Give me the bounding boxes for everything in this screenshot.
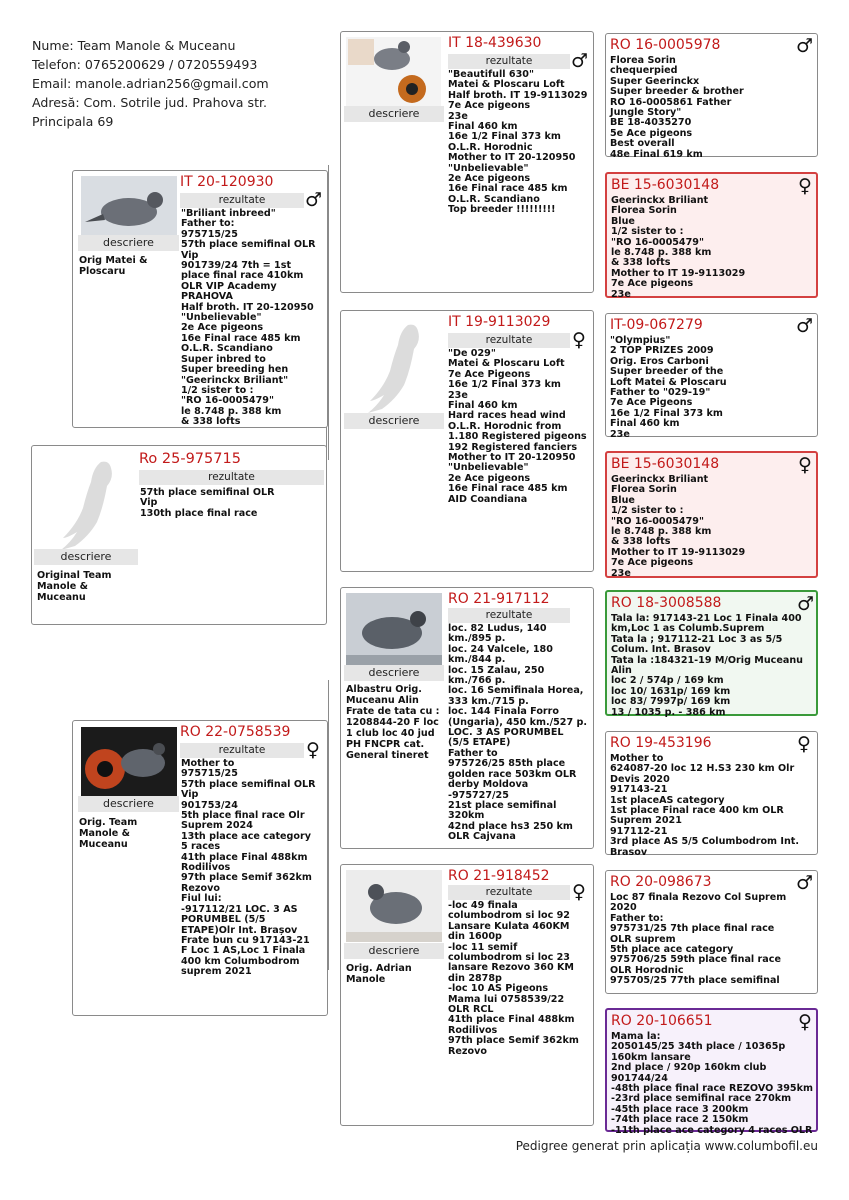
male-icon: ♂: [796, 872, 814, 894]
sire-describe-button[interactable]: descriere: [78, 235, 179, 251]
sire-dam-info: "De 029" Matei & Ploscaru Loft 7e Ace Pigeons 16e 1/2 Final 373 km 23e Final 460 km Hard races head wind O.L.R. Horodnic from 1.180 Registered pigeons 192 Registered fanciers Mother to IT 20-120950 "Unbelievable" 2e Ace pigeons 16e Final race 485 km AID Coandiana: [448, 348, 587, 505]
sdd-ring-number: BE 15-6030148: [611, 456, 720, 472]
subject-ring-number: Ro 25-975715: [139, 451, 241, 467]
female-icon: ♀: [798, 175, 812, 197]
sire-dam-describe-button[interactable]: descriere: [344, 413, 444, 429]
footer-credit: Pedigree generat prin aplicația www.columbofil.eu: [515, 1139, 818, 1153]
pedigree-card-subject: [31, 445, 327, 625]
dsd-ring-number: RO 19-453196: [610, 735, 712, 751]
pedigree-card-sire-sire: [340, 31, 594, 293]
sire-results-button[interactable]: rezultate: [180, 193, 304, 208]
sds-ring-number: IT-09-067279: [610, 317, 703, 333]
pigeon-silhouette-icon: [353, 317, 443, 412]
dam-dam-origin: Orig. Adrian Manole: [346, 963, 412, 985]
dam-dam-ring-number: RO 21-918452: [448, 868, 550, 884]
dsd-info: Mother to 624087-20 loc 12 H.S3 230 km Olr Devis 2020 917143-21 1st placeAS category 1st place Final race 400 km OLR Suprem 2021 917112-21 3rd place AS 5/5 Columbodrom Int. Brasov: [610, 753, 800, 858]
subject-results-button[interactable]: rezultate: [139, 470, 324, 485]
male-icon: ♂: [571, 50, 589, 72]
male-icon: ♂: [796, 315, 814, 337]
sire-ring-number: IT 20-120930: [180, 174, 274, 190]
pedigree-card-sds: [605, 313, 818, 440]
owner-address-line1: Adresă: Com. Sotrile jud. Prahova str.: [32, 95, 268, 110]
sss-ring-number: RO 16-0005978: [610, 37, 721, 53]
pigeon-silhouette-icon: [46, 454, 136, 554]
pedigree-card-sire-dam: [340, 310, 594, 572]
ddd-info: Mama la: 2050145/25 34th place / 10365p 160km lansare 2nd place / 920p 160km club 901744/24 -48th place final race REZOVO 395km -23rd place semifinal race 270km -45th place race 3 200km -74th place race 2 150km -11th place ace category 4 races OLR: [611, 1031, 813, 1136]
male-icon: ♂: [305, 189, 323, 211]
dam-describe-button[interactable]: descriere: [78, 796, 179, 812]
dam-sire-info: loc. 82 Ludus, 140 km./895 p. loc. 24 Valcele, 180 km./844 p. loc. 15 Zalau, 250 km./766 p. loc. 16 Semifinala Horea, 333 km./715 p. loc. 144 Finala Forro (Ungaria), 450 km./527 p. LOC. 3 AS PORUMBEL (5/5 ETAPE) Father to 975726/25 85th place golden race 503km OLR derby Moldova -975727/25 21st place semifinal 320km 42nd place hs3 250 km OLR Cajvana: [448, 623, 587, 843]
dam-dam-results-button[interactable]: rezultate: [448, 885, 570, 900]
pedigree-card-dsd: [605, 731, 818, 858]
owner-address-line2: Principala 69: [32, 114, 114, 129]
sire-dam-results-button[interactable]: rezultate: [448, 333, 570, 348]
dam-sire-ring-number: RO 21-917112: [448, 591, 550, 607]
dam-info: Mother to 975715/25 57th place semifinal OLR Vip 901753/24 5th place final race Olr Suprem 2024 13th place ace category 5 races 41th place Final 488km Rodilivos 97th place Semif 362km Rezovo Fiul lui: -917112/21 LOC. 3 AS PORUMBEL (5/5 ETAPE)Olr Int. Brașov Frate bun cu 917143-21 F Loc 1 AS,Loc 1 Finala 400 km Columbodrom suprem 2021: [181, 758, 316, 978]
sire-sire-describe-button[interactable]: descriere: [344, 106, 444, 122]
pigeon-photo: [81, 727, 177, 796]
dam-dam-info: -loc 49 finala columbodrom si loc 92 Lansare Kulata 460KM din 1600p -loc 11 semif columbodrom si loc 23 lansare Rezovo 360 KM din 2878p -loc 10 AS Pigeons Mama lui 0758539/22 OLR RCL 41th place Final 488km Rodilivos 97th place Semif 362km Rezovo: [448, 900, 579, 1057]
ssd-info: Geerinckx Briliant Florea Sorin Blue 1/2 sister to : "RO 16-0005479" le 8.748 p. 388 km & 338 lofts Mother to IT 19-9113029 7e Ace pigeons 23e: [611, 195, 746, 300]
dam-dam-describe-button[interactable]: descriere: [344, 943, 444, 959]
sire-info: "Briliant inbreed" Father to: 975715/25 57th place semifinal OLR Vip 901739/24 7th = 1st place final race 410km OLR VIP Academy PRAHOVA Half broth. IT 20-120950 "Unbelievable" 2e Ace pigeons 16e Final race 485 km O.L.R. Scandiano Super inbred to Super breeding hen "Geerinckx Briliant" 1/2 sister to : "RO 16-0005479" le 8.748 p. 388 km & 338 lofts: [181, 208, 316, 428]
female-icon: ♀: [572, 329, 586, 351]
dam-sire-describe-button[interactable]: descriere: [344, 665, 444, 681]
sire-dam-ring-number: IT 19-9113029: [448, 314, 551, 330]
pigeon-photo: [346, 870, 442, 942]
pedigree-card-dss: [605, 590, 818, 716]
pedigree-card-ddd: [605, 1008, 818, 1136]
subject-describe-button[interactable]: descriere: [34, 549, 138, 565]
pigeon-photo: [346, 593, 442, 666]
dam-sire-origin: Albastru Orig. Muceanu Alin Frate de tata cu : 1208844-20 F loc 1 club loc 40 jud PH FNCPR cat. General tineret: [346, 684, 440, 761]
pedigree-card-dam: [72, 720, 328, 1016]
female-icon: ♀: [798, 1011, 812, 1033]
pedigree-card-dam-dam: [340, 864, 594, 1126]
sire-origin: Orig Matei & Ploscaru: [79, 255, 148, 277]
pedigree-card-ssd: [605, 172, 818, 298]
dam-origin: Orig. Team Manole & Muceanu: [79, 817, 138, 850]
owner-phone: Telefon: 0765200629 / 0720559493: [32, 57, 258, 72]
pedigree-card-sdd: [605, 451, 818, 578]
dam-ring-number: RO 22-0758539: [180, 724, 291, 740]
sire-sire-info: "Beautifull 630" Matei & Ploscaru Loft Half broth. IT 19-9113029 7e Ace pigeons 23e Final 460 km 16e 1/2 Final 373 km O.L.R. Horodnic Mother to IT 20-120950 "Unbelievable" 2e Ace pigeons 16e Final race 485 km O.L.R. Scandiano Top breeder !!!!!!!!!: [448, 69, 588, 216]
dam-results-button[interactable]: rezultate: [180, 743, 304, 758]
owner-info: [32, 36, 332, 131]
pedigree-card-dam-sire: [340, 587, 594, 849]
male-icon: ♂: [796, 35, 814, 57]
subject-origin: Original Team Manole & Muceanu: [37, 570, 112, 603]
sds-info: "Olympius" 2 TOP PRIZES 2009 Orig. Eros Carboni Super breeder of the Loft Matei & Ploscaru Father to "029-19" 7e Ace Pigeons 16e 1/2 Final 373 km Final 460 km 23e: [610, 335, 727, 440]
sire-sire-results-button[interactable]: rezultate: [448, 54, 570, 69]
ssd-ring-number: BE 15-6030148: [611, 177, 720, 193]
pedigree-card-sss: [605, 33, 818, 160]
dam-sire-results-button[interactable]: rezultate: [448, 608, 570, 623]
female-icon: ♀: [572, 881, 586, 903]
sire-sire-ring-number: IT 18-439630: [448, 35, 542, 51]
pedigree-card-dds: [605, 870, 818, 994]
dss-info: Tala la: 917143-21 Loc 1 Finala 400 km,Loc 1 as Columb.Suprem Tata la ; 917112-21 Loc 3 as 5/5 Colum. Int. Brasov Tata la :184321-19 M/Orig Muceanu Alin loc 2 / 574p / 169 km loc 10/ 1631p/ 169 km loc 83/ 7997p/ 169 km 13 / 1035 p. - 386 km: [611, 613, 803, 718]
dds-info: Loc 87 finala Rezovo Col Suprem 2020 Father to: 975731/25 7th place final race OLR suprem 5th place ace category 975706/25 59th place final race OLR Horodnic 975705/25 77th place semifinal: [610, 892, 787, 987]
ddd-ring-number: RO 20-106651: [611, 1013, 713, 1029]
female-icon: ♀: [306, 739, 320, 761]
pedigree-card-sire: [72, 170, 328, 428]
pigeon-photo: [346, 37, 441, 107]
male-icon: ♂: [797, 593, 815, 615]
female-icon: ♀: [797, 733, 811, 755]
pigeon-photo: [81, 176, 177, 236]
dss-ring-number: RO 18-3008588: [611, 595, 722, 611]
owner-email: Email: manole.adrian256@gmail.com: [32, 76, 269, 91]
subject-info: 57th place semifinal OLR Vip 130th place final race: [140, 487, 275, 519]
sss-info: Florea Sorin chequerpied Super Geerinckx Super breeder & brother RO 16-0005861 Father Jungle Story" BE 18-4035270 5e Ace pigeons Best overall 48e Final 619 km: [610, 55, 744, 160]
sdd-info: Geerinckx Briliant Florea Sorin Blue 1/2 sister to : "RO 16-0005479" le 8.748 p. 388 km & 338 lofts Mother to IT 19-9113029 7e Ace pigeons 23e: [611, 474, 746, 579]
female-icon: ♀: [798, 454, 812, 476]
owner-name: Nume: Team Manole & Muceanu: [32, 38, 236, 53]
dds-ring-number: RO 20-098673: [610, 874, 712, 890]
